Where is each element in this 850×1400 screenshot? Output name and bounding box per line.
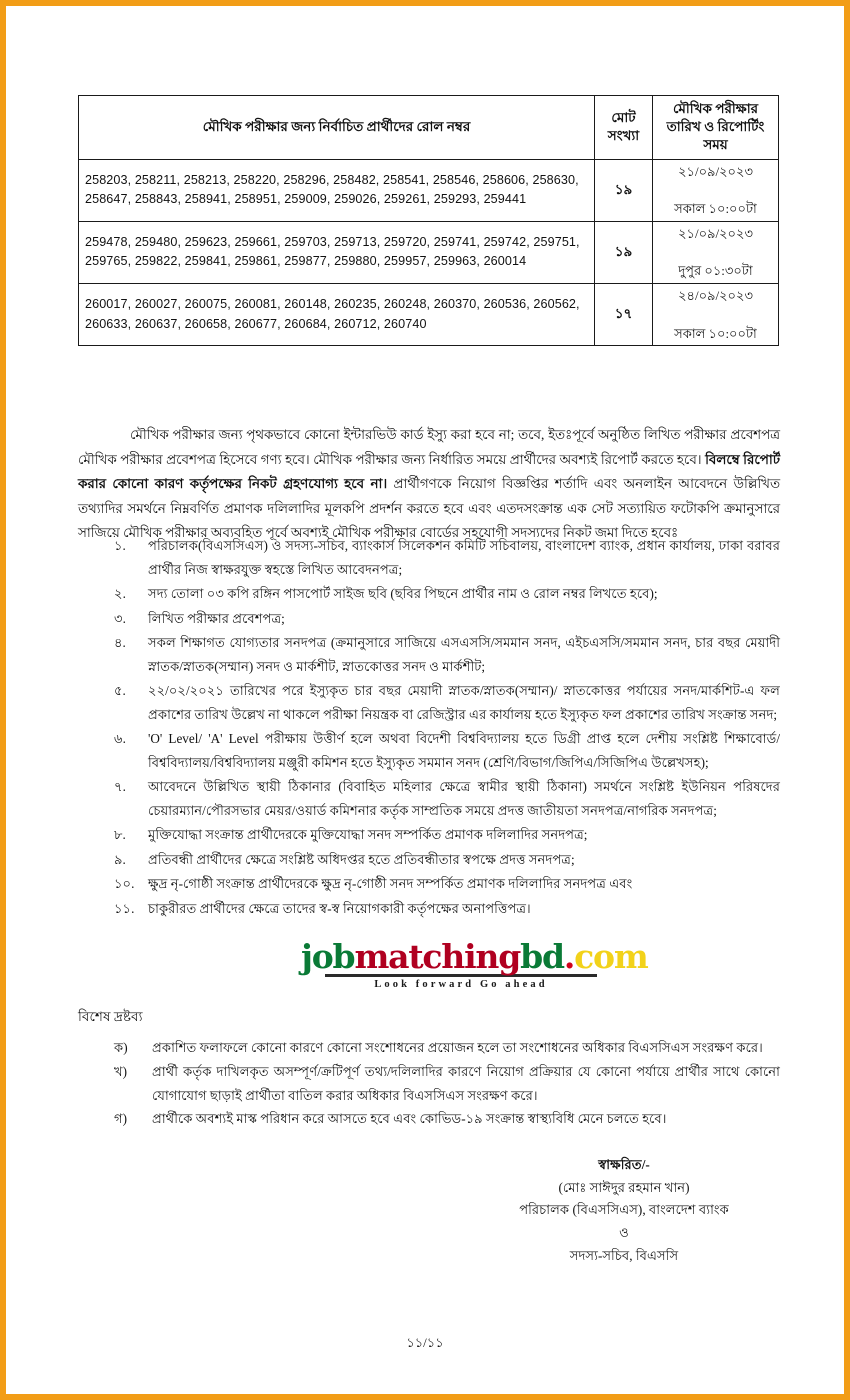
table-header-schedule-line1: মৌখিক পরীক্ষার [672, 101, 759, 116]
cell-total-count: ১৭ [595, 284, 653, 346]
roll-number-table-container [78, 95, 778, 346]
list-item [114, 823, 780, 847]
list-item-text: পরিচালক(বিএসসিএস) ও সদস্য-সচিব, ব্যাংকার্স সিলেকশন কমিটি সচিবালয়, বাংলাদেশ ব্যাংক, প্রধান কার্যালয়, ঢাকা বরাবর প্রার্থীর নিজ স্বাক্ষরযুক্ত স্বহস্তে লিখিত আবেদনপত্র; [148, 538, 780, 577]
note-text: প্রকাশিত ফলাফলে কোনো কারণে কোনো সংশোধনের প্রয়োজন হলে তা সংশোধনের অধিকার বিএসসিএস সংরক্ষণ করে। [152, 1040, 763, 1055]
list-item-number: ৮. [114, 827, 126, 842]
list-item-text: 'O' Level/ 'A' Level পরীক্ষায় উত্তীর্ণ হলে অথবা বিদেশী বিশ্ববিদ্যালয় হতে ডিগ্রী প্রাপ্ত হলে দেশীয় সংশ্লিষ্ট শিক্ষাবোর্ড/বিশ্ববিদ্যালয়/বিশ্ববিদ্যালয় মঞ্জুরী কমিশন হতে ইস্যুকৃত সমমান সনদ (শ্রেণি/বিভাগ/জিপিএ/সিজিপিএ উল্লেখসহ); [148, 731, 780, 770]
logo-part-bd: bd [520, 937, 564, 976]
list-item [114, 727, 780, 774]
list-item-number: ৯. [114, 851, 126, 867]
list-item-text: সকল শিক্ষাগত যোগ্যতার সনদপত্র (ক্রমানুসারে সাজিয়ে এসএসসি/সমমান সনদ, এইচএসসি/সমমান সনদ, চার বছর মেয়াদী স্নাতক/স্নাতক(সম্মান) সনদ ও মার্কশীট, স্নাতকোত্তর সনদ ও মার্কশীট; [148, 635, 780, 674]
logo-part-job: job [301, 937, 355, 976]
note-marker: খ) [114, 1063, 128, 1079]
logo-part-matching: matching [354, 937, 521, 976]
page-content [6, 6, 844, 1394]
list-item-text: আবেদনে উল্লিখিত স্থায়ী ঠিকানার (বিবাহিত মহিলার ক্ষেত্রে স্বামীর স্থায়ী ঠিকানা) সমর্থনে সংশ্লিষ্ট ইউনিয়ন পরিষদের চেয়ারম্যান/পৌরসভার মেয়র/ওয়ার্ড কমিশনার কর্তৃক সাম্প্রতিক সময়ে প্রদত্ত জাতীয়তা সনদপত্র/নাগরিক সনদপত্র; [148, 779, 780, 818]
cell-roll-numbers: 258203, 258211, 258213, 258220, 258296, 258482, 258541, 258546, 258606, 258630, 258647, 258843, 258941, 258951, 259009, 259026, 259261, 259293, 259441 [79, 159, 595, 221]
note-marker: ক) [114, 1040, 128, 1055]
page-number: ১১/১১ [406, 1335, 444, 1350]
signature-name: (মোঃ সাঈদুর রহমান খান) [558, 1179, 690, 1195]
table-header-row [79, 96, 779, 160]
cell-exam-date: ২১/০৯/২০২৩ [678, 163, 753, 179]
intro-paragraph [78, 423, 780, 545]
signature-conjunction: ও [619, 1225, 629, 1241]
cell-exam-date: ২১/০৯/২০২৩ [678, 225, 753, 241]
list-item [114, 582, 780, 606]
list-item [114, 775, 780, 822]
table-header-rolls: মৌখিক পরীক্ষার জন্য নির্বাচিত প্রার্থীদের রোল নম্বর [79, 96, 595, 160]
cell-schedule [653, 221, 779, 283]
table-row [79, 159, 779, 221]
logo-part-com: com [574, 937, 648, 976]
required-documents-list [114, 534, 780, 921]
list-item-number: ১. [114, 538, 126, 553]
cell-roll-numbers: 259478, 259480, 259623, 259661, 259703, 259713, 259720, 259741, 259742, 259751, 259765, 259822, 259841, 259861, 259877, 259880, 259957, 259963, 260014 [79, 221, 595, 283]
table-row [79, 284, 779, 346]
list-item-number: ৭. [114, 779, 126, 794]
list-item [114, 897, 780, 921]
cell-roll-numbers: 260017, 260027, 260075, 260081, 260148, 260235, 260248, 260370, 260536, 260562, 260633, 260637, 260658, 260677, 260684, 260712, 260740 [79, 284, 595, 346]
list-item-number: ৬. [114, 731, 126, 746]
table-header-schedule [653, 96, 779, 160]
roll-number-table [78, 95, 779, 346]
note-list-item [114, 1107, 780, 1131]
cell-total-count: ১৯ [595, 221, 653, 283]
logo-tagline: Look forward Go ahead [374, 979, 548, 990]
list-item-text: সদ্য তোলা ০৩ কপি রঙ্গিন পাসপোর্ট সাইজ ছবি (ছবির পিছনে প্রার্থীর নাম ও রোল নম্বর লিখতে হবে); [148, 586, 658, 601]
intro-text-part2: প্রার্থীগণকে নিয়োগ বিজ্ঞপ্তির শর্তাদি এবং অনলাইন আবেদনে উল্লিখিত তথ্যাদির সমর্থনে নিম্নবর্ণিত প্রমাণক দলিলাদির মূলকপি প্রদর্শন করতে হবে এবং এতদসংক্রান্ত এক সেট সত্যায়িত ফটোকপি ক্রমানুসারে সাজিয়ে মৌখিক পরীক্ষার অব্যবহিত পূর্বে অবশ্যই মৌখিক পরীক্ষার বোর্ডের সহযোগী সদস্যদের নিকট জমা দিতে হবেঃ [78, 476, 780, 540]
intro-text-bold: বিলম্বে রিপোর্ট করার কোনো কারণ কর্তৃপক্ষের নিকট গ্রহণযোগ্য হবে না। [78, 451, 780, 492]
list-item-number: ৫. [114, 683, 126, 698]
list-item-text: মুক্তিযোদ্ধা সংক্রান্ত প্রার্থীদেরকে মুক্তিযোদ্ধা সনদ সম্পর্কিত প্রমাণক দলিলাদির সনদপত্র; [148, 827, 588, 842]
table-header-schedule-line3: সময় [703, 137, 728, 153]
list-item [114, 631, 780, 678]
list-item-text: চাকুরীরত প্রার্থীদের ক্ষেত্রে তাদের স্ব-স্ব নিয়োগকারী কর্তৃপক্ষের অনাপত্তিপত্র। [148, 900, 531, 916]
list-item [114, 534, 780, 581]
list-item-number: ৩. [114, 610, 126, 626]
note-text: প্রার্থী কর্তৃক দাখিলকৃত অসম্পূর্ণ/ক্রটিপূর্ণ তথ্য/দলিলাদির কারণে নিয়োগ প্রক্রিয়ার যে কোনো পর্যায়ে প্রার্থীর সাথে কোনো যোগাযোগ ছাড়াই প্রার্থীতা বাতিল করার অধিকার বিএসসিএস সংরক্ষণ করে। [152, 1063, 780, 1103]
table-header-total [595, 96, 653, 160]
table-header-total-line2: সংখ্যা [607, 128, 640, 144]
list-item [114, 679, 780, 726]
table-header-total-line1: মোট [611, 110, 636, 126]
list-item-text: ২২/০২/২০২১ তারিখের পরে ইস্যুকৃত চার বছর মেয়াদী স্নাতক/স্নাতক(সম্মান)/ স্নাতকোত্তর পর্যায়ের সনদ/মার্কশিট-এ ফল প্রকাশের তারিখ উল্লেখ না থাকলে পরীক্ষা নিয়ন্ত্রক বা রেজিস্ট্রার এর কার্যালয় হতে ইস্যুকৃত ফল প্রকাশের তারিখ সংক্রান্ত সনদ; [148, 683, 780, 722]
cell-exam-time: সকাল ১০:০০টা [674, 201, 757, 217]
cell-schedule [653, 159, 779, 221]
note-list-item [114, 1060, 780, 1108]
intro-text-part1: মৌখিক পরীক্ষার জন্য পৃথকভাবে কোনো ইন্টারভিউ কার্ড ইস্যু করা হবে না; তবে, ইতঃপূর্বে অনুষ্ঠিত লিখিত পরীক্ষার প্রবেশপত্র মৌখিক পরীক্ষার প্রবেশপত্র হিসেবে গণ্য হবে। মৌখিক পরীক্ষার জন্য নির্ধারিত সময়ে প্রার্থীদের অবশ্যই রিপোর্ট করতে হবে। [78, 427, 780, 467]
signature-secondary-designation: সদস্য-সচিব, বিএসসি [569, 1247, 679, 1263]
special-notes-title: বিশেষ দ্রষ্টব্য [78, 1009, 143, 1024]
list-item [114, 872, 780, 896]
signature-signed-label: স্বাক্ষরিত/- [598, 1157, 650, 1172]
signature-designation: পরিচালক (বিএসসিএস), বাংলদেশ ব্যাংক [519, 1202, 729, 1218]
list-item-text: লিখিত পরীক্ষার প্রবেশপত্র; [148, 610, 285, 626]
cell-exam-time: সকাল ১০:০০টা [674, 325, 757, 341]
list-item-number: ২. [114, 586, 126, 601]
note-text: প্রার্থীকে অবশ্যই মাস্ক পরিধান করে আসতে হবে এবং কোভিড-১৯ সংক্রান্ত স্বাস্থ্যবিধি মেনে চলতে হবে। [152, 1111, 667, 1127]
logo-part-dot: . [563, 937, 575, 976]
cell-exam-date: ২৪/০৯/২০২৩ [678, 288, 753, 304]
table-header-schedule-line2: তারিখ ও রিপোর্টিং [666, 119, 765, 135]
cell-exam-time: দুপুর ০১:৩০টা [678, 263, 753, 279]
cell-total-count: ১৯ [595, 159, 653, 221]
list-item-text: ক্ষুদ্র নৃ-গোষ্ঠী সংক্রান্ত প্রার্থীদেরকে ক্ষুদ্র নৃ-গোষ্ঠী সনদ সম্পর্কিত প্রমাণক দলিলাদির সনদপত্র এবং [148, 876, 633, 891]
jobmatchingbd-watermark-logo [301, 937, 648, 990]
cell-schedule [653, 284, 779, 346]
note-list-item [114, 1036, 780, 1060]
list-item [114, 848, 780, 872]
list-item-number: ১১. [114, 900, 135, 916]
special-notes-list [114, 1036, 780, 1131]
list-item-number: ১০. [114, 876, 135, 891]
logo-wordmark [301, 937, 648, 976]
list-item-text: প্রতিবন্ধী প্রার্থীদের ক্ষেত্রে সংশ্লিষ্ট অধিদপ্তর হতে প্রতিবন্ধীতার স্বপক্ষে প্রদত্ত সনদপত্র; [148, 851, 575, 867]
list-item-number: ৪. [114, 635, 126, 650]
table-row [79, 221, 779, 283]
list-item [114, 607, 780, 631]
signature-block [474, 1154, 774, 1268]
note-marker: গ) [114, 1111, 128, 1127]
